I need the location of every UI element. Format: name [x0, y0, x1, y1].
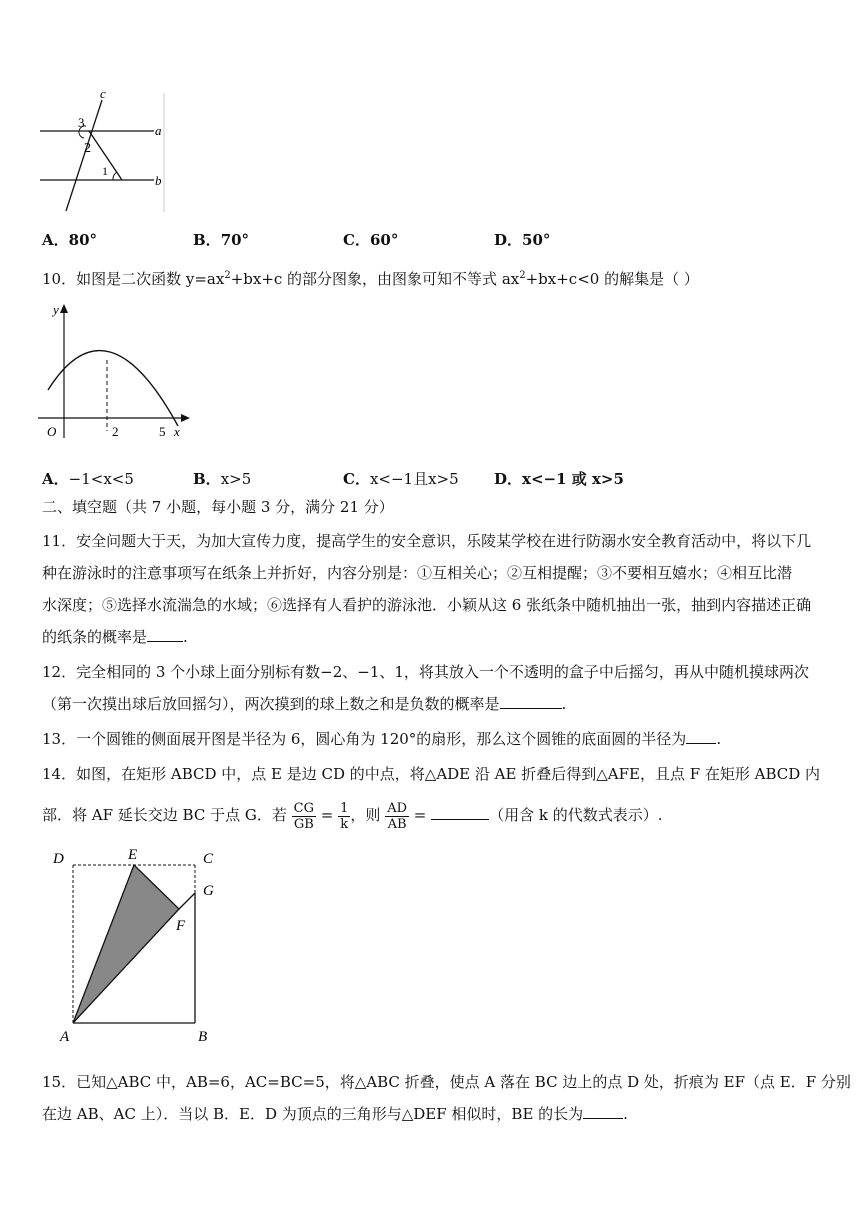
parabola-figure — [36, 298, 196, 443]
rectangle-fold-figure — [48, 843, 228, 1048]
q9-option-d: D．50° — [494, 231, 551, 249]
label-b: b — [155, 173, 162, 188]
answer-blank[interactable] — [147, 627, 183, 642]
q10-option-b: B．x>5 — [193, 470, 252, 488]
section-heading: 二、填空题（共 7 小题，每小题 3 分，满分 21 分） — [42, 498, 394, 516]
label-3: 3 — [78, 115, 85, 130]
answer-blank[interactable] — [583, 1104, 623, 1119]
fraction-ad-ab: $\frac{AD}{AB}$ — [387, 800, 407, 832]
label-g: G — [203, 883, 214, 899]
label-2: 2 — [84, 141, 91, 156]
label-b: B — [198, 1029, 208, 1045]
label-o: O — [47, 424, 57, 439]
q10-option-d: D．x<−1 或 x>5 — [494, 470, 624, 488]
label-a: A — [60, 1029, 70, 1045]
answer-blank[interactable] — [686, 729, 716, 744]
q9-option-b: B．70° — [193, 231, 250, 249]
label-e: E — [128, 847, 138, 863]
q13-line: 13．一个圆锥的侧面展开图是半径为 6，圆心角为 120°的扇形，那么这个圆锥的底面圆的半径为 . — [42, 730, 722, 748]
q9-option-c: C．60° — [343, 231, 399, 249]
answer-blank[interactable] — [431, 797, 489, 820]
label-x: x — [174, 424, 180, 439]
q10-option-a: A．−1<x<5 — [42, 470, 134, 488]
label-1: 1 — [102, 164, 108, 178]
label-y: y — [53, 302, 59, 317]
label-2: 2 — [112, 424, 119, 439]
q10-option-c: C．x<−1且x>5 — [343, 470, 459, 488]
q11-line-2: 种在游泳时的注意事项写在纸条上并折好，内容分别是：①互相关心；②互相提醒；③不要相互嬉水；④相互比潜 — [42, 564, 793, 582]
q10-stem: 10．如图是二次函数 $y=ax^2+bx+c$ 的部分图象，由图象可知不等式 $ax^2+bx+c<0$ 的解集是（ ） — [42, 270, 699, 288]
q12-line-1: 12．完全相同的 3 个小球上面分别标有数−2、−1、1，将其放入一个不透明的盒子中后摇匀，再从中随机摸球两次 — [42, 663, 809, 681]
fraction-cg-gb: $\frac{CG}{GB}$ — [293, 800, 314, 832]
q15-line-1: 15．已知△ABC 中，AB=6，AC=BC=5，将△ABC 折叠，使点 A 落在 BC 边上的点 D 处，折痕为 EF（点 E．F 分别 — [42, 1073, 851, 1091]
label-5: 5 — [159, 424, 166, 439]
q12-line-2: （第一次摸出球后放回摇匀），两次摸到的球上数之和是负数的概率是 . — [42, 695, 567, 713]
q11-line-3: 水深度；⑤选择水流湍急的水域；⑥选择有人看护的游泳池．小颖从这 6 张纸条中随机抽出一张，抽到内容描述正确 — [42, 596, 812, 614]
label-f: F — [176, 918, 186, 934]
q11-line-1: 11．安全问题大于天，为加大宣传力度，提高学生的安全意识，乐陵某学校在进行防溺水安全教育活动中，将以下几 — [42, 532, 812, 550]
answer-blank[interactable] — [500, 694, 562, 709]
label-d: D — [53, 851, 64, 867]
label-c: C — [203, 851, 214, 867]
q14-line-1: 14．如图，在矩形 ABCD 中，点 E 是边 CD 的中点，将△ADE 沿 AE 折叠后得到△AFE，且点 F 在矩形 ABCD 内 — [42, 765, 821, 783]
q9-option-a: A．80° — [42, 231, 98, 249]
q11-line-4: 的纸条的概率是 . — [42, 628, 188, 646]
label-c: c — [100, 86, 106, 101]
label-a: a — [155, 123, 162, 138]
parallel-lines-figure — [36, 86, 176, 216]
q15-line-2: 在边 AB、AC 上）．当以 B．E．D 为顶点的三角形与△DEF 相似时，BE 的长为 . — [42, 1105, 628, 1123]
fraction-1-k: $\frac{1}{k}$ — [340, 800, 349, 832]
q14-line-2: 部．将 AF 延长交边 BC 于点 G．若 $\frac{CG}{GB}$ = $\frac{1}{k}$ ，则 $\frac{AD}{AB}$ = （用含 k 的代数式表示）. — [42, 795, 663, 835]
